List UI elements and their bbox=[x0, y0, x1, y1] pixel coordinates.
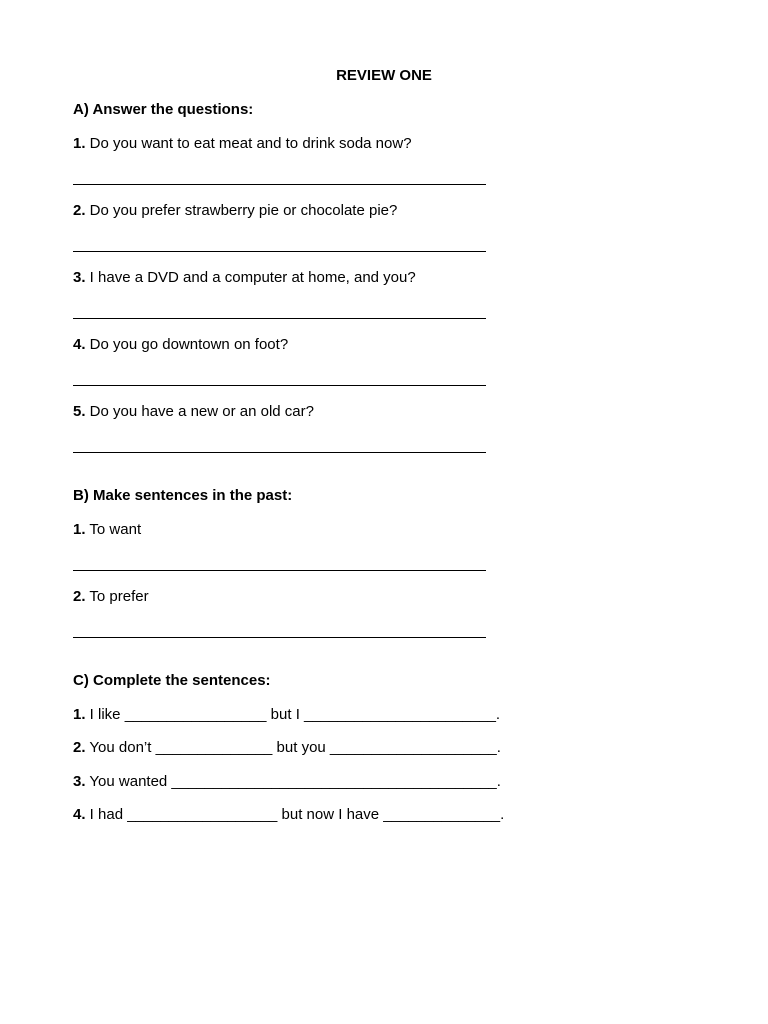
item-number: 2. bbox=[73, 588, 86, 605]
answer-line-b2[interactable] bbox=[73, 637, 486, 638]
answer-line-a2[interactable] bbox=[73, 251, 486, 252]
question-text: Do you have a new or an old car? bbox=[85, 403, 314, 420]
question-3 bbox=[73, 269, 416, 287]
item-text: To prefer bbox=[85, 588, 149, 605]
item-number: 2. bbox=[73, 739, 86, 756]
page-title: REVIEW ONE bbox=[336, 67, 432, 84]
question-5 bbox=[73, 403, 314, 421]
answer-line-a3[interactable] bbox=[73, 318, 486, 319]
past-item-2 bbox=[73, 588, 149, 606]
question-4 bbox=[73, 336, 288, 354]
question-number: 5. bbox=[73, 403, 86, 420]
question-text: I have a DVD and a computer at home, and you? bbox=[85, 269, 416, 286]
answer-line-a4[interactable] bbox=[73, 385, 486, 386]
item-number: 3. bbox=[73, 773, 86, 790]
question-number: 1. bbox=[73, 135, 86, 152]
question-1 bbox=[73, 135, 412, 153]
complete-item-3[interactable] bbox=[73, 773, 501, 791]
question-number: 3. bbox=[73, 269, 86, 286]
item-text: To want bbox=[85, 521, 142, 538]
complete-item-2[interactable] bbox=[73, 739, 501, 757]
item-text: I like _________________ but I _______________________. bbox=[85, 706, 501, 723]
section-a-heading: A) Answer the questions: bbox=[73, 101, 254, 118]
answer-line-a1[interactable] bbox=[73, 184, 486, 185]
question-text: Do you prefer strawberry pie or chocolate pie? bbox=[85, 202, 398, 219]
item-text: You wanted _______________________________________. bbox=[85, 773, 501, 790]
item-number: 1. bbox=[73, 521, 86, 538]
question-number: 4. bbox=[73, 336, 86, 353]
question-2 bbox=[73, 202, 397, 220]
past-item-1 bbox=[73, 521, 141, 539]
complete-item-4[interactable] bbox=[73, 806, 504, 824]
question-number: 2. bbox=[73, 202, 86, 219]
question-text: Do you go downtown on foot? bbox=[85, 336, 289, 353]
complete-item-1[interactable] bbox=[73, 706, 500, 724]
item-text: You don’t ______________ but you ____________________. bbox=[85, 739, 501, 756]
section-c-heading: C) Complete the sentences: bbox=[73, 672, 271, 689]
section-b-heading: B) Make sentences in the past: bbox=[73, 487, 293, 504]
item-text: I had __________________ but now I have ______________. bbox=[85, 806, 505, 823]
question-text: Do you want to eat meat and to drink soda now? bbox=[85, 135, 412, 152]
item-number: 4. bbox=[73, 806, 86, 823]
answer-line-a5[interactable] bbox=[73, 452, 486, 453]
item-number: 1. bbox=[73, 706, 86, 723]
answer-line-b1[interactable] bbox=[73, 570, 486, 571]
